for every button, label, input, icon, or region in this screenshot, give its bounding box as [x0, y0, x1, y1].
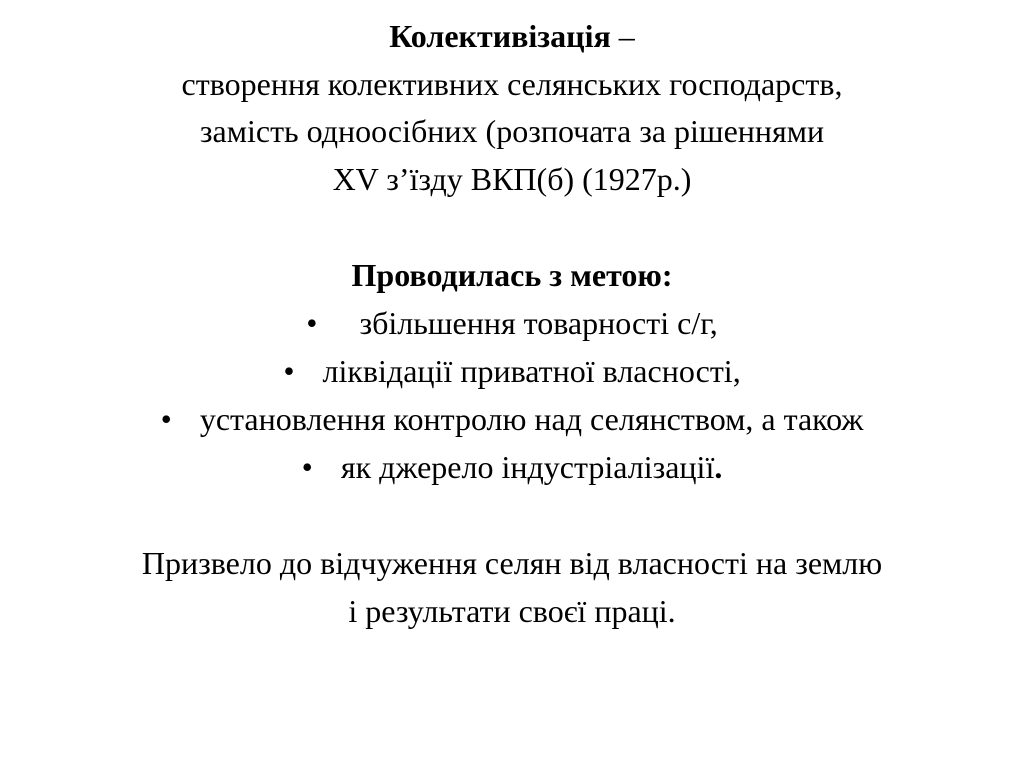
definition-term: Колективізація: [389, 18, 611, 54]
bullet-icon: •: [283, 353, 295, 389]
definition-line-2: замість одноосібних (розпочата за рішеннями: [199, 113, 825, 149]
bullet-icon: •: [160, 401, 172, 437]
goal-item-text: установлення контролю над селянством, а також: [199, 401, 864, 437]
conclusion-line-2: і результати своєї праці.: [348, 593, 676, 629]
definition-line-1: створення колективних селянських господарств,: [181, 66, 843, 102]
goal-item: [0, 399, 1024, 439]
goals-heading: Проводилась з метою:: [351, 257, 673, 293]
definition-title: [0, 16, 1024, 56]
goal-item-text: ліквідації приватної власності,: [322, 353, 741, 389]
goal-item: [0, 351, 1024, 391]
goal-item: [0, 303, 1024, 343]
goal-item-text: збільшення товарності с/г,: [359, 305, 718, 341]
definition-dash: –: [610, 18, 635, 54]
bullet-icon: •: [306, 305, 318, 341]
bullet-icon: •: [301, 449, 313, 485]
conclusion-line-1: Призвело до відчуження селян від власності на землю: [141, 545, 883, 581]
goal-item-text: як джерело індустріалізації: [340, 449, 715, 485]
goal-item: [0, 447, 1024, 487]
definition-line-3: XV з’їзду ВКП(б) (1927р.): [332, 161, 692, 197]
goal-item-period: .: [714, 449, 723, 485]
